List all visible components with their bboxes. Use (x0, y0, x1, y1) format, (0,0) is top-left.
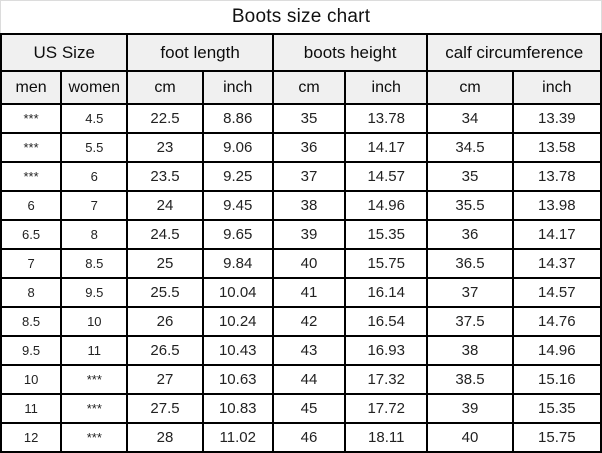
table-row (1, 162, 601, 191)
cell: 39 (427, 394, 512, 423)
cell: 16.93 (345, 336, 427, 365)
sub-header-boots-cm: cm (273, 71, 345, 104)
cell: 7 (1, 249, 61, 278)
cell: *** (1, 162, 61, 191)
cell: 24 (127, 191, 202, 220)
cell: 35.5 (427, 191, 512, 220)
cell: 43 (273, 336, 345, 365)
cell: 14.96 (513, 336, 601, 365)
cell: 10.04 (203, 278, 273, 307)
sub-header-women: women (61, 71, 127, 104)
cell: 40 (427, 423, 512, 452)
cell: 9.5 (61, 278, 127, 307)
cell: 16.14 (345, 278, 427, 307)
cell: 13.58 (513, 133, 601, 162)
cell: 13.98 (513, 191, 601, 220)
cell: 36 (427, 220, 512, 249)
table-row (1, 104, 601, 133)
cell: 13.78 (513, 162, 601, 191)
cell: 23.5 (127, 162, 202, 191)
cell: 23 (127, 133, 202, 162)
cell: 15.35 (345, 220, 427, 249)
cell: 4.5 (61, 104, 127, 133)
cell: *** (61, 423, 127, 452)
cell: *** (1, 133, 61, 162)
cell: 14.17 (345, 133, 427, 162)
sub-header-foot-inch: inch (203, 71, 273, 104)
cell: 8.5 (61, 249, 127, 278)
cell: 9.06 (203, 133, 273, 162)
cell: 36.5 (427, 249, 512, 278)
cell: 12 (1, 423, 61, 452)
cell: 27 (127, 365, 202, 394)
sub-header-calf-cm: cm (427, 71, 512, 104)
cell: 25.5 (127, 278, 202, 307)
cell: 37 (427, 278, 512, 307)
cell: 14.17 (513, 220, 601, 249)
cell: 6 (61, 162, 127, 191)
page-title: Boots size chart (0, 0, 602, 33)
cell: 35 (273, 104, 345, 133)
table-body (1, 104, 601, 452)
cell: 26.5 (127, 336, 202, 365)
cell: 8 (1, 278, 61, 307)
cell: 25 (127, 249, 202, 278)
sub-header-men: men (1, 71, 61, 104)
cell: 34.5 (427, 133, 512, 162)
cell: 9.45 (203, 191, 273, 220)
sub-header-boots-inch: inch (345, 71, 427, 104)
group-header-boots-height: boots height (273, 34, 428, 71)
cell: 26 (127, 307, 202, 336)
cell: 13.78 (345, 104, 427, 133)
cell: 8 (61, 220, 127, 249)
cell: 6 (1, 191, 61, 220)
cell: 40 (273, 249, 345, 278)
cell: 42 (273, 307, 345, 336)
table-row (1, 220, 601, 249)
cell: *** (1, 104, 61, 133)
cell: 11 (1, 394, 61, 423)
table-row (1, 365, 601, 394)
table-row (1, 307, 601, 336)
cell: 14.76 (513, 307, 601, 336)
cell: 6.5 (1, 220, 61, 249)
sub-header-row (1, 71, 601, 104)
cell: 14.96 (345, 191, 427, 220)
cell: 37.5 (427, 307, 512, 336)
cell: 15.35 (513, 394, 601, 423)
cell: 7 (61, 191, 127, 220)
cell: 41 (273, 278, 345, 307)
cell: *** (61, 394, 127, 423)
cell: 44 (273, 365, 345, 394)
table-row (1, 249, 601, 278)
table-row (1, 336, 601, 365)
cell: 5.5 (61, 133, 127, 162)
cell: 45 (273, 394, 345, 423)
cell: 8.86 (203, 104, 273, 133)
cell: 27.5 (127, 394, 202, 423)
cell: 14.57 (513, 278, 601, 307)
cell: 39 (273, 220, 345, 249)
cell: 17.32 (345, 365, 427, 394)
cell: 37 (273, 162, 345, 191)
cell: 24.5 (127, 220, 202, 249)
cell: 10.43 (203, 336, 273, 365)
cell: 14.37 (513, 249, 601, 278)
cell: 15.75 (513, 423, 601, 452)
cell: 9.5 (1, 336, 61, 365)
cell: 11.02 (203, 423, 273, 452)
cell: 38 (427, 336, 512, 365)
group-header-calf-circumference: calf circumference (427, 34, 601, 71)
cell: 15.16 (513, 365, 601, 394)
cell: 36 (273, 133, 345, 162)
group-header-us-size: US Size (1, 34, 127, 71)
sub-header-calf-inch: inch (513, 71, 601, 104)
cell: 16.54 (345, 307, 427, 336)
cell: 17.72 (345, 394, 427, 423)
table-row (1, 133, 601, 162)
cell: 9.84 (203, 249, 273, 278)
cell: 9.25 (203, 162, 273, 191)
size-table (0, 33, 602, 453)
sub-header-foot-cm: cm (127, 71, 202, 104)
cell: 34 (427, 104, 512, 133)
cell: 35 (427, 162, 512, 191)
cell: 14.57 (345, 162, 427, 191)
cell: 10 (61, 307, 127, 336)
cell: 11 (61, 336, 127, 365)
cell: 10.63 (203, 365, 273, 394)
table-row (1, 191, 601, 220)
group-header-foot-length: foot length (127, 34, 272, 71)
cell: 15.75 (345, 249, 427, 278)
cell: 10.83 (203, 394, 273, 423)
cell: 22.5 (127, 104, 202, 133)
cell: 13.39 (513, 104, 601, 133)
cell: 9.65 (203, 220, 273, 249)
cell: 28 (127, 423, 202, 452)
cell: 38 (273, 191, 345, 220)
table-row (1, 394, 601, 423)
cell: 10 (1, 365, 61, 394)
group-header-row (1, 34, 601, 71)
cell: *** (61, 365, 127, 394)
cell: 8.5 (1, 307, 61, 336)
cell: 38.5 (427, 365, 512, 394)
cell: 46 (273, 423, 345, 452)
cell: 18.11 (345, 423, 427, 452)
table-row (1, 423, 601, 452)
cell: 10.24 (203, 307, 273, 336)
table-row (1, 278, 601, 307)
